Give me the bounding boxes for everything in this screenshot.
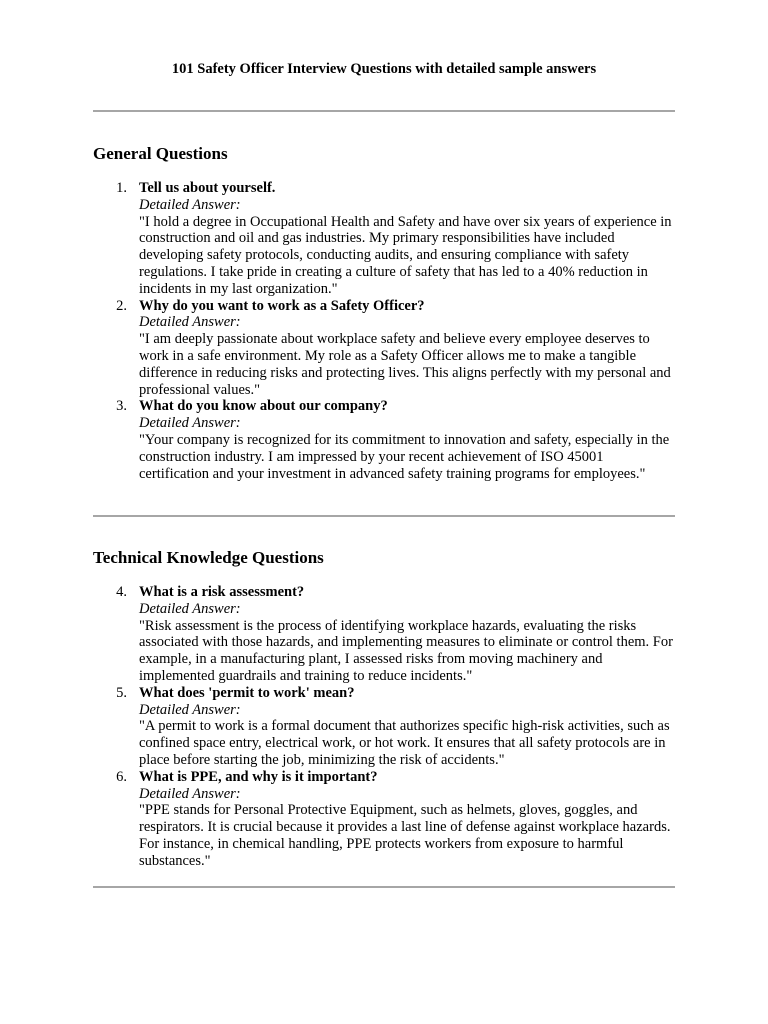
question-item bbox=[93, 298, 675, 399]
answer-text: "PPE stands for Personal Protective Equipment, such as helmets, gloves, goggles, and respirators. It is crucial because it provides a last line of defense against workplace hazards. For instance, in chemical handling, PPE protects workers from exposure to harmful substances." bbox=[139, 802, 671, 869]
answer-text: "I hold a degree in Occupational Health and Safety and have over six years of experience in construction and oil and gas industries. My primary responsibilities have included developing safety protocols, conducting audits, and ensuring compliance with safety regulations. I take pride in creating a culture of safety that has led to a 40% reduction in incidents in my last organization." bbox=[139, 213, 672, 297]
question-item bbox=[93, 769, 675, 870]
question-text: Tell us about yourself. bbox=[139, 180, 276, 196]
question-list-general bbox=[93, 180, 675, 482]
document-title: 101 Safety Officer Interview Questions with detailed sample answers bbox=[171, 61, 597, 77]
answer-text: "Risk assessment is the process of identifying workplace hazards, evaluating the risks associated with those hazards, and implementing measures to eliminate or control them. For example, in a manufacturing plant, I assessed risks from moving machinery and implemented guardrails and training to reduce incidents." bbox=[139, 617, 673, 684]
answer-label: Detailed Answer: bbox=[139, 785, 241, 802]
question-text: What is PPE, and why is it important? bbox=[139, 768, 378, 785]
question-number: 2. bbox=[116, 297, 127, 314]
question-text: What is a risk assessment? bbox=[139, 584, 305, 600]
answer-label: Detailed Answer: bbox=[139, 701, 241, 718]
question-number: 1. bbox=[116, 180, 127, 196]
answer-text: "A permit to work is a formal document that authorizes specific high-risk activities, such as confined space entry, electrical work, or hot work. It ensures that all safety protocols are in place before starting the job, minimizing the risk of accidents." bbox=[139, 718, 670, 768]
question-item bbox=[93, 685, 675, 769]
divider bbox=[93, 110, 675, 112]
question-number: 5. bbox=[116, 684, 127, 701]
question-item bbox=[93, 180, 675, 298]
section-heading-technical: Technical Knowledge Questions bbox=[93, 548, 324, 567]
question-number: 6. bbox=[116, 768, 127, 785]
divider bbox=[93, 515, 675, 517]
answer-label: Detailed Answer: bbox=[139, 314, 241, 331]
question-item bbox=[93, 584, 675, 685]
question-text: Why do you want to work as a Safety Officer? bbox=[139, 297, 425, 314]
question-text: What do you know about our company? bbox=[139, 398, 388, 415]
answer-text: "I am deeply passionate about workplace safety and believe every employee deserves to work in a safe environment. My role as a Safety Officer allows me to make a tangible difference in reducing risks and protecting lives. This aligns perfectly with my personal and professional values." bbox=[139, 331, 671, 398]
question-item bbox=[93, 398, 675, 482]
question-number: 4. bbox=[116, 584, 127, 600]
question-number: 3. bbox=[116, 398, 127, 415]
section-heading-general: General Questions bbox=[93, 144, 228, 163]
answer-text: "Your company is recognized for its commitment to innovation and safety, especially in the construction industry. I am impressed by your recent achievement of ISO 45001 certification and your investment in advanced safety training programs for employees." bbox=[139, 431, 670, 482]
divider bbox=[93, 886, 675, 888]
question-list-technical bbox=[93, 584, 675, 870]
answer-label: Detailed Answer: bbox=[139, 600, 241, 617]
question-text: What does 'permit to work' mean? bbox=[139, 684, 355, 701]
answer-label: Detailed Answer: bbox=[139, 196, 241, 213]
answer-label: Detailed Answer: bbox=[139, 415, 241, 432]
